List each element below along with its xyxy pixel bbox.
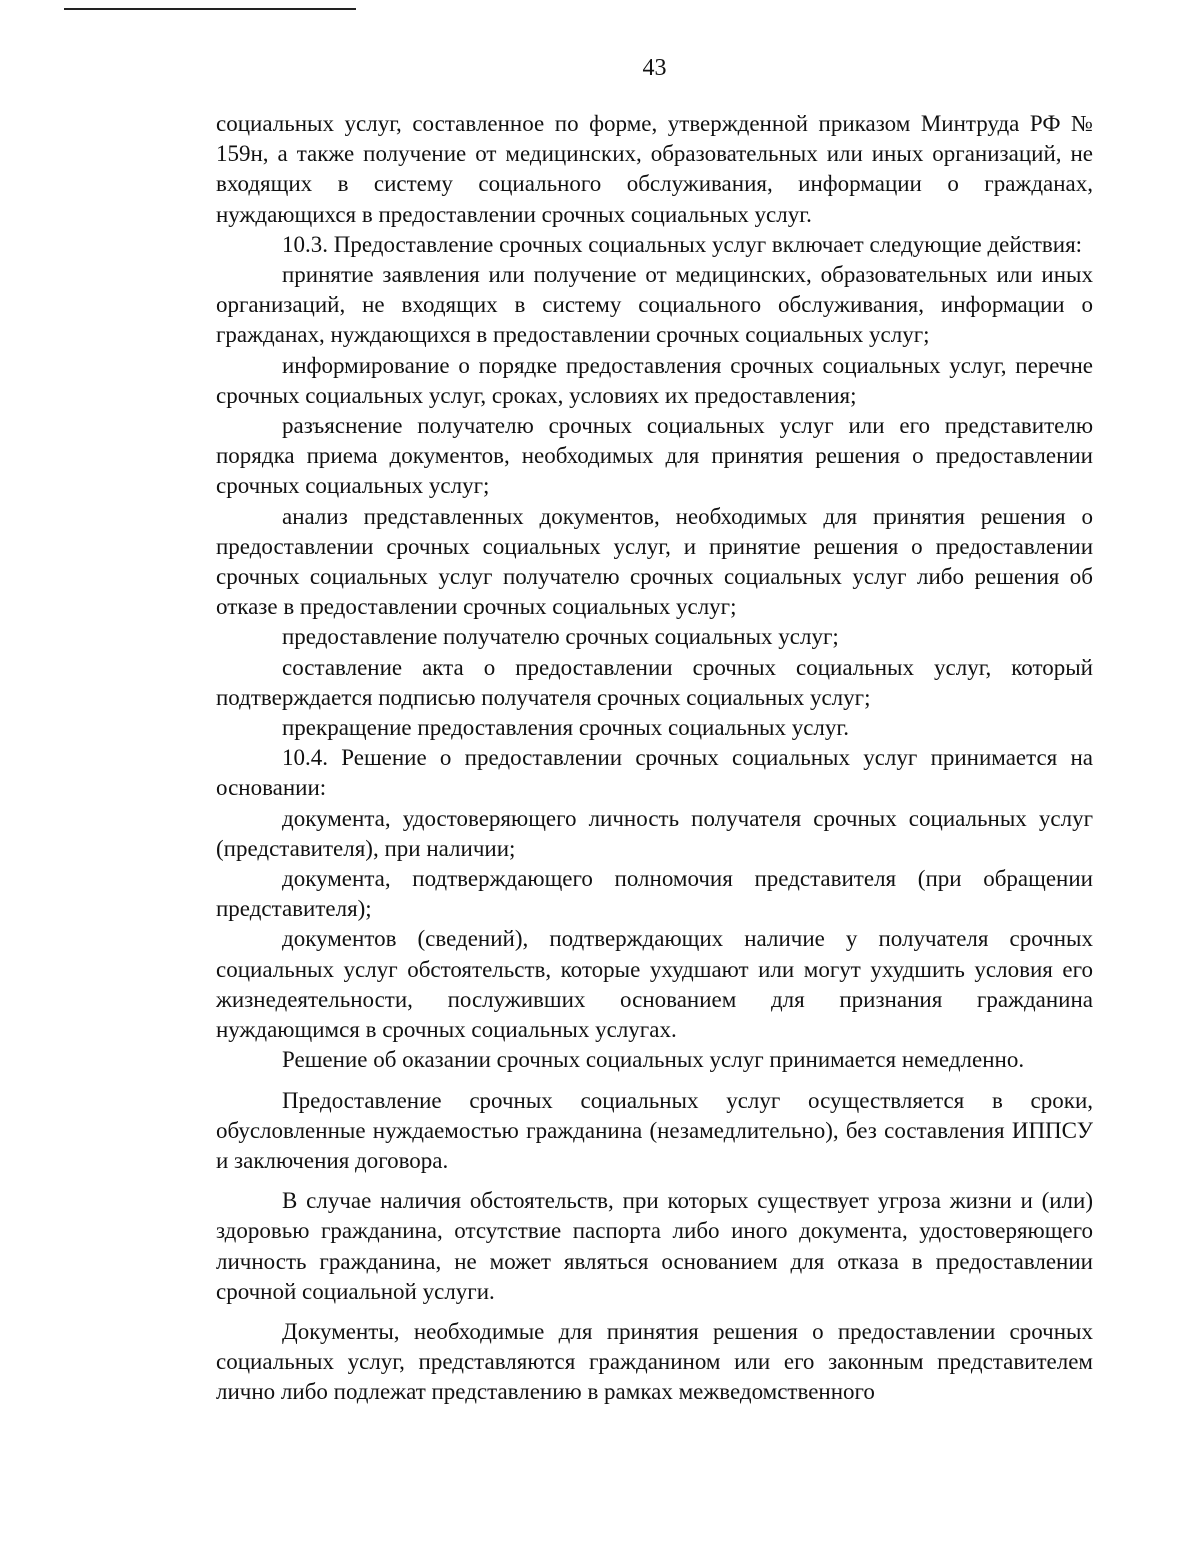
paragraph-decision: Решение об оказании срочных социальных услуг принимается немедленно. — [282, 1047, 1025, 1073]
paragraph-basis-3: документов (сведений), подтверждающих наличие у получателя срочных социальных услуг обстоятельств, которые ухудшают или могут ухудшить условия его жизнедеятельности, послуживших основанием для признания гражданина нуждающимся в срочных социальных услугах. — [216, 926, 1093, 1043]
paragraph-documents: Документы, необходимые для принятия решения о предоставлении срочных социальных услуг, представляются гражданином или его законным представителем лично либо подлежат представлению в рамках межведомственного — [216, 1318, 1093, 1405]
page-number: 43 — [642, 55, 667, 81]
paragraph-basis-1: документа, удостоверяющего личность получателя срочных социальных услуг (представителя), при наличии; — [216, 805, 1093, 861]
paragraph-threat: В случае наличия обстоятельств, при которых существует угроза жизни и (или) здоровью гражданина, отсутствие паспорта либо иного документа, удостоверяющего личность гражданина, не может являться основанием для отказа в предоставлении срочной социальной услуги. — [216, 1188, 1093, 1304]
paragraph-10-3: 10.3. Предоставление срочных социальных услуг включает следующие действия: — [282, 231, 1083, 257]
paragraph-action-7: прекращение предоставления срочных социальных услуг. — [282, 715, 850, 741]
header-rule — [64, 8, 356, 10]
paragraph-basis-2: документа, подтверждающего полномочия представителя (при обращении представителя); — [216, 866, 1093, 922]
paragraph-10-4: 10.4. Решение о предоставлении срочных социальных услуг принимается на основании: — [216, 745, 1093, 801]
paragraph-continuation: социальных услуг, составленное по форме, утвержденной приказом Минтруда РФ № 159н, а также получение от медицинских, образовательных или иных организаций, не входящих в систему социального обслуживания, информации о гражданах, нуждающихся в предоставлении срочных социальных услуг. — [216, 111, 1093, 227]
paragraph-action-4: анализ представленных документов, необходимых для принятия решения о предоставлении срочных социальных услуг, и принятие решения о предоставлении срочных социальных услуг получателю срочных социальных услуг либо решения об отказе в предоставлении срочных социальных услуг; — [216, 503, 1093, 620]
paragraph-timing: Предоставление срочных социальных услуг осуществляется в сроки, обусловленные нуждаемостью гражданина (незамедлительно), без составления ИППСУ и заключения договора. — [216, 1087, 1093, 1173]
paragraph-action-5: предоставление получателю срочных социальных услуг; — [282, 624, 839, 650]
paragraph-action-1: принятие заявления или получение от медицинских, образовательных или иных организаций, не входящих в систему социального обслуживания, информации о гражданах, нуждающихся в предоставлении срочных социальных услуг; — [216, 262, 1093, 348]
paragraph-action-2: информирование о порядке предоставления срочных социальных услуг, перечне срочных социальных услуг, сроках, условиях их предоставления; — [216, 352, 1093, 408]
paragraph-action-3: разъяснение получателю срочных социальных услуг или его представителю порядка приема документов, необходимых для принятия решения о предоставлении срочных социальных услуг; — [216, 413, 1093, 499]
document-body — [216, 109, 1093, 1408]
paragraph-action-6: составление акта о предоставлении срочных социальных услуг, который подтверждается подписью получателя срочных социальных услуг; — [216, 654, 1093, 710]
